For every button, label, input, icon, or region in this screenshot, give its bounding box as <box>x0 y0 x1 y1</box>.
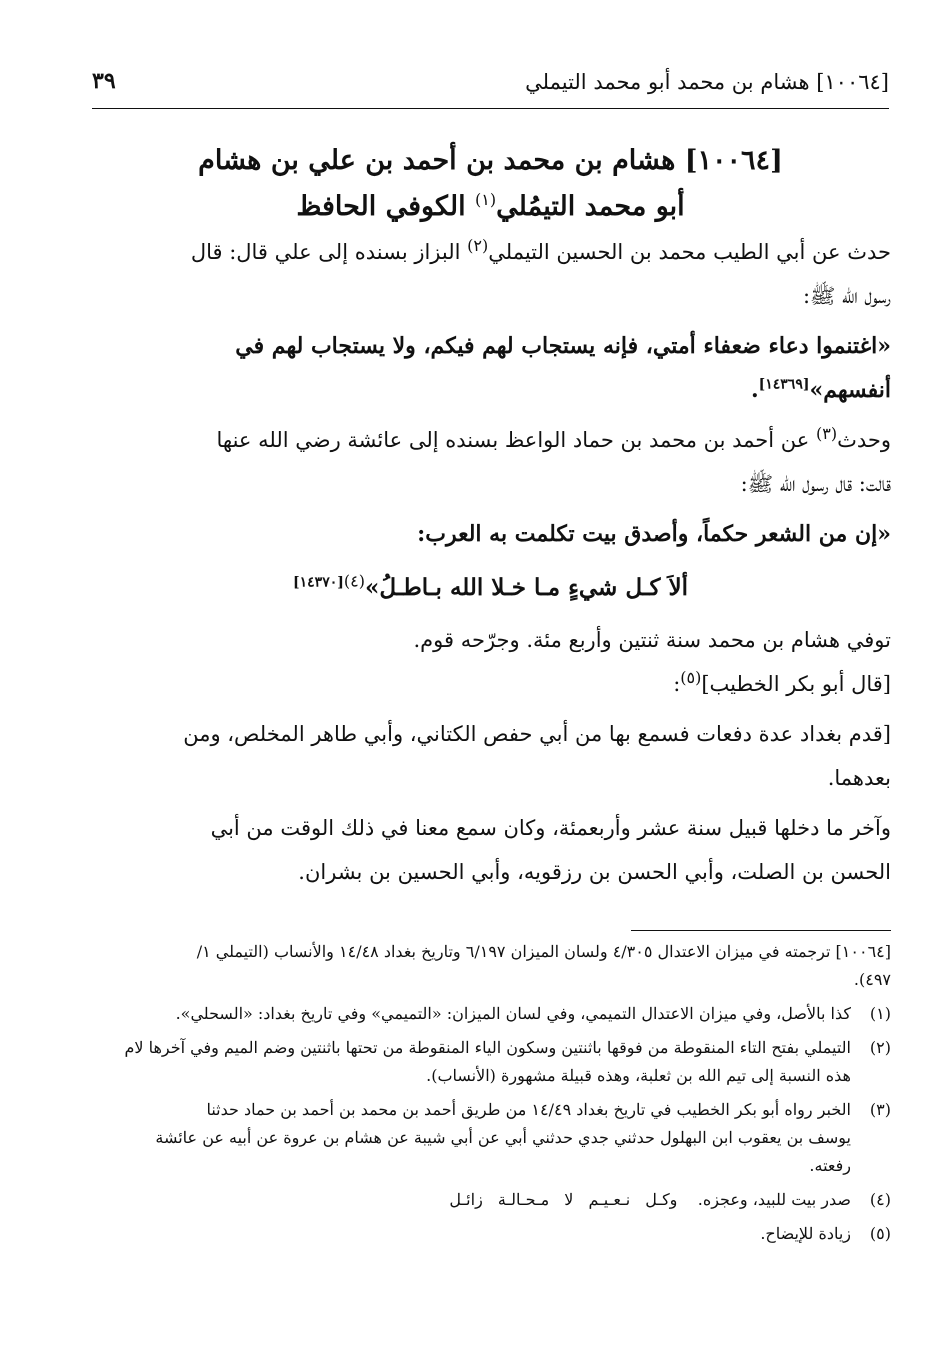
entry-title-line-2 <box>90 184 891 230</box>
verse-number-ref: [١٤٣٧٠] <box>293 574 344 591</box>
paragraph-2-line-2: قالت: قال رسول الله ﷺ: <box>740 472 891 496</box>
footnote-4-text: صدر بيت للبيد، وعجزه. <box>697 1190 851 1209</box>
paragraph-1-text-a: حدث عن أبي الطيب محمد بن الحسين التيملي <box>488 240 891 264</box>
paragraph-5-line-1: [قدم بغداد عدة دفعات فسمع بها من أبي حفص الكتاني، وأبي طاهر المخلص، ومن <box>183 722 891 746</box>
paragraph-6-line-1: وآخر ما دخلها قبيل سنة عشر وأربعمئة، وكان سمع معنا في ذلك الوقت من أبي <box>210 816 891 840</box>
running-title: [١٠٠٦٤] هشام بن محمد أبو محمد التيملي <box>525 70 889 94</box>
paragraph-4-text: [قال أبو بكر الخطيب] <box>701 672 891 696</box>
hadith-2-line: «إن من الشعر حكماً، وأصدق بيت تكلمت به العرب: <box>417 521 891 547</box>
paragraph-2-text-b: عن أحمد بن محمد بن حماد الواعظ بسنده إلى عائشة رضي الله عنها <box>216 428 816 452</box>
footnote-2-number: (٢) <box>869 1038 891 1057</box>
poetry-verse <box>90 564 891 612</box>
paragraph-3-line: توفي هشام بن محمد سنة ثنتين وأربع مئة. وجرّحه قوم. <box>413 628 891 652</box>
footnote-4-line-1 <box>90 1186 851 1214</box>
paragraph-5-line-2: بعدهما. <box>827 766 891 790</box>
footnote-1-line-1: كذا بالأصل، وفي ميزان الاعتدال التميمي، وفي لسان الميزان: «التميمي» وفي تاريخ بغداد: «السحلي». <box>175 1004 851 1023</box>
footnote-3-number: (٣) <box>869 1100 891 1119</box>
hadith-number-ref: [١٤٣٦٩] <box>758 376 810 393</box>
hadith-1-line-2 <box>90 368 891 412</box>
verse-text: ألاَ كـل شيءٍ مـا خـلا الله بـاطـلُ» <box>364 574 688 601</box>
page-number: ٣٩ <box>92 68 116 94</box>
hadith-1-end: . <box>750 377 759 403</box>
footnotes <box>90 938 891 1254</box>
footnote-source-line-2: ٤٩٧). <box>853 970 891 989</box>
footnote-ref-5: (٥) <box>680 668 702 687</box>
footnote-3-line-2: يوسف بن يعقوب ابن البهلول حدثني جدي حدثني أبي عن أبي شيبة عن هشام بن عروة عن أبيه عن عائشة <box>155 1128 851 1147</box>
footnote-4-verse: وكـل نـعـيـم لا مـحـالـة زائـل <box>449 1190 678 1209</box>
paragraph-2-line-1 <box>90 418 891 462</box>
hadith-2 <box>90 512 891 556</box>
paragraph-6-line-2: الحسن بن الصلت، وأبي الحسن بن رزقويه، وأبي الحسين بن بشران. <box>298 860 891 884</box>
paragraph-2 <box>90 418 891 506</box>
header-rule <box>92 108 889 109</box>
body-text <box>90 230 891 894</box>
footnote-5-number: (٥) <box>869 1224 891 1243</box>
footnote-source <box>90 938 891 994</box>
hadith-1 <box>90 324 891 412</box>
paragraph-4-colon: : <box>673 672 681 696</box>
paragraph-1-line-2: رسول الله ﷺ: <box>802 284 891 308</box>
footnote-2-line-2: هذه النسبة إلى تيم الله بن ثعلبة، وهذه قبيلة مشهورة (الأنساب). <box>426 1066 851 1085</box>
footnote-1 <box>90 1000 891 1028</box>
footnote-5-line-1: زيادة للإيضاح. <box>760 1224 851 1243</box>
paragraph-3 <box>90 618 891 662</box>
footnote-5 <box>90 1220 891 1248</box>
paragraph-1-text-b: البزاز بسنده إلى علي قال: قال <box>190 240 468 264</box>
entry-title-name: أبو محمد التيمُلي <box>496 191 685 222</box>
footnote-rule <box>631 930 891 931</box>
entry-title-line-1: [١٠٠٦٤] هشام بن محمد بن أحمد بن علي بن هشام <box>198 145 783 176</box>
hadith-1-text: أنفسهم» <box>809 377 891 403</box>
footnote-2-line-1: التيملي بفتح التاء المنقوطة من فوقها باثنتين وسكون الياء المنقوطة من تحتها باثنتين وضم الميم وفي آخرها لام <box>124 1038 851 1057</box>
paragraph-1-line-1 <box>90 230 891 274</box>
paragraph-5 <box>90 712 891 800</box>
hadith-1-line-1: «اغتنموا دعاء ضعفاء أمتي، فإنه يستجاب لهم فيكم، ولا يستجاب لهم في <box>235 333 891 359</box>
paragraph-4 <box>90 662 891 706</box>
footnote-source-line-1: [١٠٠٦٤] ترجمته في ميزان الاعتدال ٤/٣٠٥ ولسان الميزان ٦/١٩٧ وتاريخ بغداد ١٤/٤٨ والأنساب (التيملي ١/ <box>196 942 891 961</box>
footnote-ref-1: (١) <box>475 190 497 209</box>
paragraph-6 <box>90 806 891 894</box>
paragraph-2-text-a: وحدث <box>837 428 891 452</box>
footnote-3-line-3: رفعته. <box>809 1156 851 1175</box>
entry-title <box>90 138 891 230</box>
footnote-3 <box>90 1096 891 1180</box>
footnote-4 <box>90 1186 891 1214</box>
paragraph-4-line <box>90 662 891 706</box>
footnote-ref-2: (٢) <box>467 236 489 255</box>
footnote-ref-4: (٤) <box>343 571 365 591</box>
paragraph-1 <box>90 230 891 318</box>
footnote-3-line-1: الخبر رواه أبو بكر الخطيب في تاريخ بغداد ١٤/٤٩ من طريق أحمد بن محمد بن أحمد بن حماد حدثنا <box>206 1100 851 1119</box>
footnote-2 <box>90 1034 891 1090</box>
running-head <box>92 68 889 102</box>
entry-title-nisba: الكوفي الحافظ <box>296 191 476 222</box>
footnote-4-number: (٤) <box>869 1190 891 1209</box>
footnote-ref-3: (٣) <box>815 424 838 443</box>
footnote-1-number: (١) <box>869 1004 891 1023</box>
